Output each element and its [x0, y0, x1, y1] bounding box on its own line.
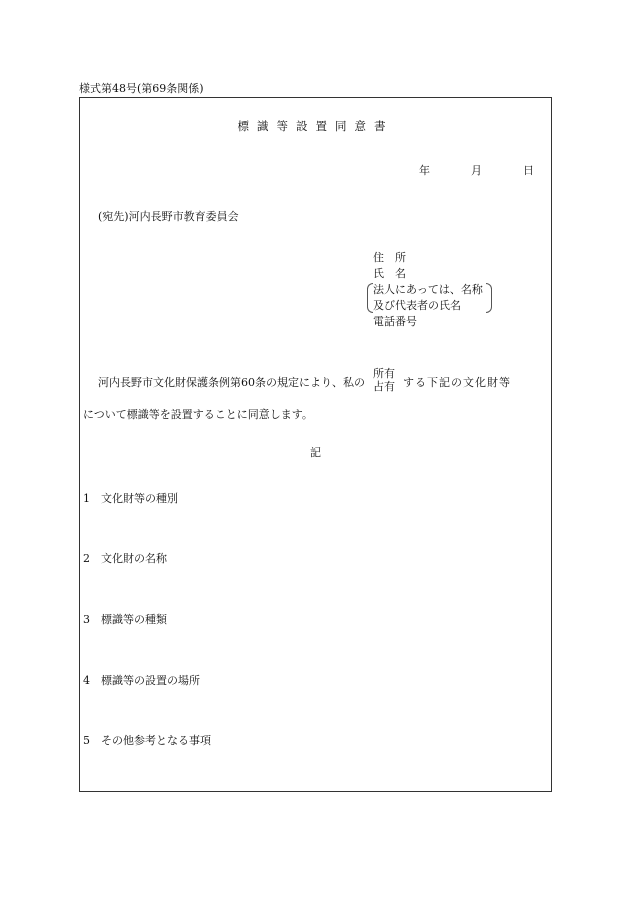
item-number: 4 [83, 674, 90, 687]
list-item [83, 550, 167, 566]
addressee: (宛先)河内長野市教育委員会 [98, 210, 239, 223]
item-number: 5 [83, 734, 90, 747]
ownership-choice-own: 所有 [373, 367, 395, 380]
item-label: 標識等の種類 [101, 613, 167, 626]
date-month-label: 月 [471, 164, 482, 177]
item-number: 3 [83, 613, 90, 626]
ownership-choice-occupy: 占有 [373, 380, 395, 393]
corporation-note-line1: 法人にあっては、名称 [373, 283, 483, 296]
form-frame [79, 97, 552, 792]
date-field [419, 162, 534, 178]
document-title: 標識等設置同意書 [237, 119, 394, 133]
consent-text-after: する下記の文化財等 [403, 376, 511, 389]
address-label: 住所 [373, 251, 417, 264]
item-label: 標識等の設置の場所 [101, 674, 200, 687]
corporation-note [370, 282, 486, 314]
form-number: 様式第48号(第69条関係) [79, 82, 204, 95]
item-label: 文化財の名称 [101, 552, 167, 565]
consent-text-line2: について標識等を設置することに同意します。 [83, 408, 313, 421]
ownership-choice [373, 367, 395, 393]
phone-label: 電話番号 [373, 315, 417, 328]
consent-text-before: 河内長野市文化財保護条例第60条の規定により、私の [98, 376, 365, 389]
date-day-label: 日 [523, 164, 534, 177]
consent-text-line1 [98, 367, 511, 396]
ki-heading: 記 [310, 446, 321, 459]
item-label: 文化財等の種別 [101, 492, 178, 505]
name-label: 氏名 [373, 267, 417, 280]
item-number: 2 [83, 552, 90, 565]
item-number: 1 [83, 492, 90, 505]
item-label: その他参考となる事項 [101, 734, 211, 747]
list-item [83, 672, 200, 688]
corporation-note-line2: 及び代表者の氏名 [373, 299, 461, 312]
applicant-block [373, 250, 486, 330]
list-item [83, 490, 178, 506]
list-item [83, 611, 167, 627]
date-year-label: 年 [419, 164, 430, 177]
list-item [83, 732, 211, 748]
